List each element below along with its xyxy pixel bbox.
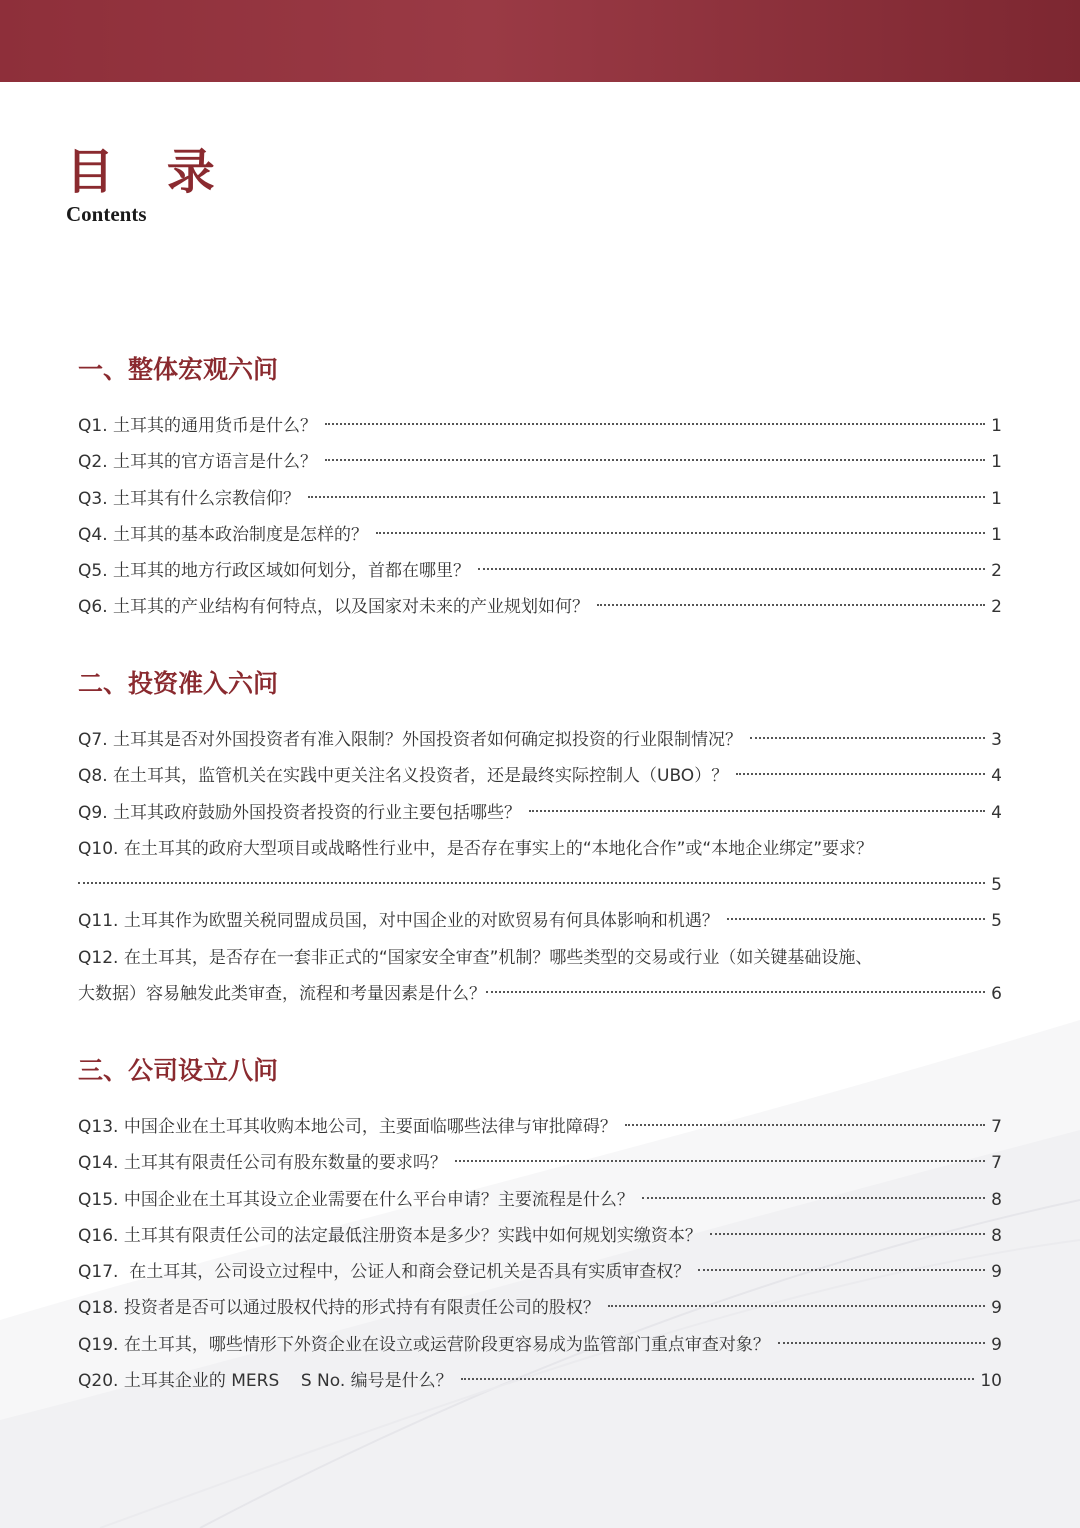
- toc-page-number: 5: [991, 875, 1002, 896]
- toc-section-1: [78, 352, 1002, 626]
- toc-section-3: [78, 1053, 1002, 1399]
- toc-entry-text: Q18. 投资者是否可以通过股权代持的形式持有有限责任公司的股权？: [78, 1298, 600, 1319]
- dot-leader: [376, 532, 985, 534]
- toc-page-number: 2: [991, 597, 1002, 618]
- toc-page-number: 2: [991, 561, 1002, 582]
- page-subtitle: Contents: [66, 202, 147, 226]
- toc-entry-text-continued: 大数据）容易触发此类审查，流程和考量因素是什么？: [78, 984, 486, 1005]
- toc-page-number: 3: [991, 730, 1002, 750]
- toc-entry[interactable]: [78, 1109, 1002, 1145]
- toc-entry[interactable]: [78, 1145, 1002, 1181]
- toc-page-number: 7: [991, 1117, 1002, 1137]
- toc-entry-text: Q1. 土耳其的通用货币是什么？: [78, 416, 318, 436]
- toc-entry[interactable]: [78, 1290, 1002, 1326]
- toc-entry-text: Q17. 在土耳其，公司设立过程中，公证人和商会登记机关是否具有实质审查权？: [78, 1262, 691, 1283]
- dot-leader: [478, 568, 985, 570]
- dot-leader: [608, 1305, 985, 1307]
- toc-entry-text: Q4. 土耳其的基本政治制度是怎样的？: [78, 524, 369, 545]
- dot-leader: [625, 1124, 985, 1126]
- toc-entry-text: Q7. 土耳其是否对外国投资者有准入限制？外国投资者如何确定拟投资的行业限制情况？: [78, 730, 743, 750]
- dot-leader: [308, 496, 985, 498]
- toc-entry-text: Q12. 在土耳其，是否存在一套非正式的“国家安全审查”机制？哪些类型的交易或行业（如关键基础设施、: [78, 947, 873, 968]
- toc-page-number: 7: [991, 1153, 1002, 1174]
- toc-entry[interactable]: [78, 940, 1002, 1013]
- dot-leader: [698, 1269, 985, 1271]
- section-heading: 二、投资准入六问: [78, 669, 279, 698]
- toc-entry-text: Q5. 土耳其的地方行政区域如何划分，首都在哪里？: [78, 561, 471, 582]
- toc-entry[interactable]: [78, 722, 1002, 758]
- toc-page-number: 1: [991, 416, 1002, 436]
- toc-entry-text: Q2. 土耳其的官方语言是什么？: [78, 452, 318, 473]
- toc-page-number: 1: [991, 488, 1002, 509]
- toc-entry-text: Q11. 土耳其作为欧盟关税同盟成员国，对中国企业的对欧贸易有何具体影响和机遇？: [78, 911, 719, 932]
- page-title: 目 录: [66, 144, 233, 200]
- toc-entry[interactable]: [78, 831, 1002, 904]
- toc-entry[interactable]: [78, 589, 1002, 625]
- toc-entry-text: Q14. 土耳其有限责任公司有股东数量的要求吗？: [78, 1153, 447, 1174]
- toc-entry[interactable]: [78, 1182, 1002, 1218]
- toc-entry[interactable]: [78, 758, 1002, 794]
- toc-page-number: 8: [991, 1225, 1002, 1246]
- toc-entry[interactable]: [78, 444, 1002, 480]
- toc-page-number: 1: [991, 452, 1002, 473]
- toc-page-number: 9: [991, 1334, 1002, 1355]
- toc-section-2: [78, 666, 1002, 1012]
- toc-entry[interactable]: [78, 1363, 1002, 1399]
- toc-entry-text: Q6. 土耳其的产业结构有何特点，以及国家对未来的产业规划如何？: [78, 597, 590, 618]
- toc-entry-text: Q16. 土耳其有限责任公司的法定最低注册资本是多少？实践中如何规划实缴资本？: [78, 1225, 702, 1246]
- toc-entry-text: Q19. 在土耳其，哪些情形下外资企业在设立或运营阶段更容易成为监管部门重点审查对象？: [78, 1334, 770, 1355]
- dot-leader: [325, 423, 985, 425]
- toc-entry[interactable]: [78, 408, 1002, 444]
- dot-leader: [455, 1160, 985, 1162]
- toc-entry-text: Q15. 中国企业在土耳其设立企业需要在什么平台申请？主要流程是什么？: [78, 1189, 634, 1210]
- dot-leader: [778, 1342, 985, 1344]
- toc-entry[interactable]: [78, 1218, 1002, 1254]
- section-heading: 三、公司设立八问: [78, 1056, 279, 1085]
- dot-leader: [750, 737, 985, 739]
- toc-entry[interactable]: [78, 481, 1002, 517]
- dot-leader: [78, 882, 985, 884]
- dot-leader: [642, 1197, 985, 1199]
- toc-page-number: 4: [991, 766, 1002, 787]
- toc-entry[interactable]: [78, 1327, 1002, 1363]
- dot-leader: [736, 773, 985, 775]
- toc-entry-text: Q20. 土耳其企业的 MERS S No. 编号是什么？: [78, 1371, 453, 1392]
- toc-page-number: 9: [991, 1262, 1002, 1283]
- dot-leader: [461, 1378, 975, 1380]
- toc-entry-text: Q9. 土耳其政府鼓励外国投资者投资的行业主要包括哪些？: [78, 802, 522, 823]
- toc-page-number: 8: [991, 1189, 1002, 1210]
- dot-leader: [710, 1233, 985, 1235]
- toc-entry[interactable]: [78, 517, 1002, 553]
- toc-entry-text: Q13. 中国企业在土耳其收购本地公司，主要面临哪些法律与审批障碍？: [78, 1117, 617, 1137]
- toc-page-number: 9: [991, 1298, 1002, 1319]
- toc-entry[interactable]: [78, 1254, 1002, 1290]
- top-banner: [0, 0, 1080, 82]
- dot-leader: [597, 604, 985, 606]
- toc-entry-text: Q10. 在土耳其的政府大型项目或战略性行业中，是否存在事实上的“本地化合作”或“本地企业绑定”要求？: [78, 838, 874, 859]
- toc-page-number: 10: [980, 1371, 1002, 1392]
- toc-entry-text: Q8. 在土耳其，监管机关在实践中更关注名义投资者，还是最终实际控制人（UBO）？: [78, 766, 729, 787]
- dot-leader: [529, 810, 985, 812]
- dot-leader: [486, 991, 985, 993]
- section-heading: 一、整体宏观六问: [78, 355, 279, 384]
- toc-page-number: 6: [991, 984, 1002, 1005]
- dot-leader: [727, 918, 985, 920]
- toc-page-number: 1: [991, 524, 1002, 545]
- toc-page-number: 5: [991, 911, 1002, 932]
- toc-page-number: 4: [991, 802, 1002, 823]
- toc-entry-text: Q3. 土耳其有什么宗教信仰？: [78, 488, 301, 509]
- dot-leader: [325, 459, 985, 461]
- toc-entry[interactable]: [78, 903, 1002, 939]
- toc-entry[interactable]: [78, 553, 1002, 589]
- toc-entry[interactable]: [78, 795, 1002, 831]
